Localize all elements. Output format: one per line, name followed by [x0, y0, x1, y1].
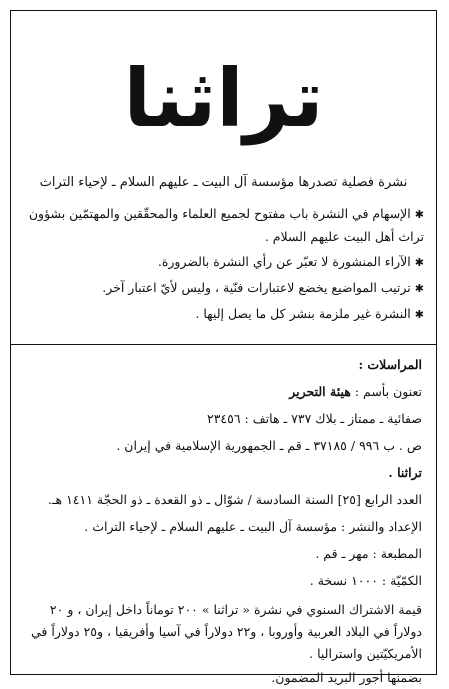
correspondence-heading: المراسلات : [358, 357, 422, 372]
addressee-line [25, 383, 422, 401]
note-item [23, 303, 424, 326]
note-text: النشرة غير ملزمة بنشر كل ما يصل إليها . [195, 306, 411, 321]
publisher-line: الإعداد والنشر : مؤسسة آل البيت ـ عليهم السلام ـ لإحياء التراث . [84, 519, 422, 534]
quantity-line: الكمّيّة : ١٠٠٠ نسخة . [309, 573, 422, 588]
star-bullet-icon: ✱ [414, 282, 424, 295]
postage-line: بضمنها أجور البريد المضمون. [271, 670, 422, 685]
publication-subtitle: نشرة فصلية تصدرها مؤسسة آل البيت ـ عليهم السلام ـ لإحياء التراث [39, 175, 408, 190]
addressee-name: هيئة التحرير [289, 384, 351, 399]
note-item [23, 203, 424, 248]
note-text: ترتيب المواضيع يخضع لاعتبارات فنّية ، وليس لأيّ اعتبار آخر. [102, 280, 411, 295]
pobox-line: ص . ب ٩٩٦ / ٣٧١٨٥ ـ قم ـ الجمهورية الإسلامية في إيران . [116, 438, 422, 453]
page-frame [10, 10, 437, 685]
masthead-title: تراثنا [123, 52, 324, 145]
editorial-notes-list [23, 203, 424, 329]
note-item [23, 251, 424, 274]
star-bullet-icon: ✱ [414, 308, 424, 321]
addressee-prefix: تعنون بأسم : [354, 384, 422, 399]
colophon-section [25, 356, 422, 689]
address-line: صفائية ـ ممتاز ـ بلاك ٧٣٧ ـ هاتف : ٢٣٤٥٦ [207, 411, 422, 426]
star-bullet-icon: ✱ [414, 208, 424, 221]
issue-title: تراثنا . [388, 465, 422, 480]
note-text: الإسهام في النشرة باب مفتوح لجميع العلماء والمحقّقين والمهتمّين بشؤون تراث أهل البيت عليهم السلام . [28, 206, 424, 244]
subscription-text: قيمة الاشتراك السنوي في نشرة « تراثنا » ٢٠٠ توماناً داخل إيران ، و ٢٠ دولاراً في البلاد العربية وأوروبا ، و٢٢ دولاراً في آسيا وأفريقيا ، و٢٥ دولاراً في الأمريكيّتين واستراليا . [30, 602, 422, 661]
star-bullet-icon: ✱ [414, 256, 424, 269]
printer-line: المطبعة : مهر ـ قم . [315, 546, 422, 561]
note-item [23, 277, 424, 300]
note-text: الآراء المنشورة لا تعبّر عن رأي النشرة بالضرورة. [157, 254, 411, 269]
issue-line: العدد الرابع [٢٥] السنة السادسة / شوّال ـ ذو القعدة ـ ذو الحجّة ١٤١١ هـ. [47, 492, 422, 507]
section-divider [11, 344, 436, 345]
